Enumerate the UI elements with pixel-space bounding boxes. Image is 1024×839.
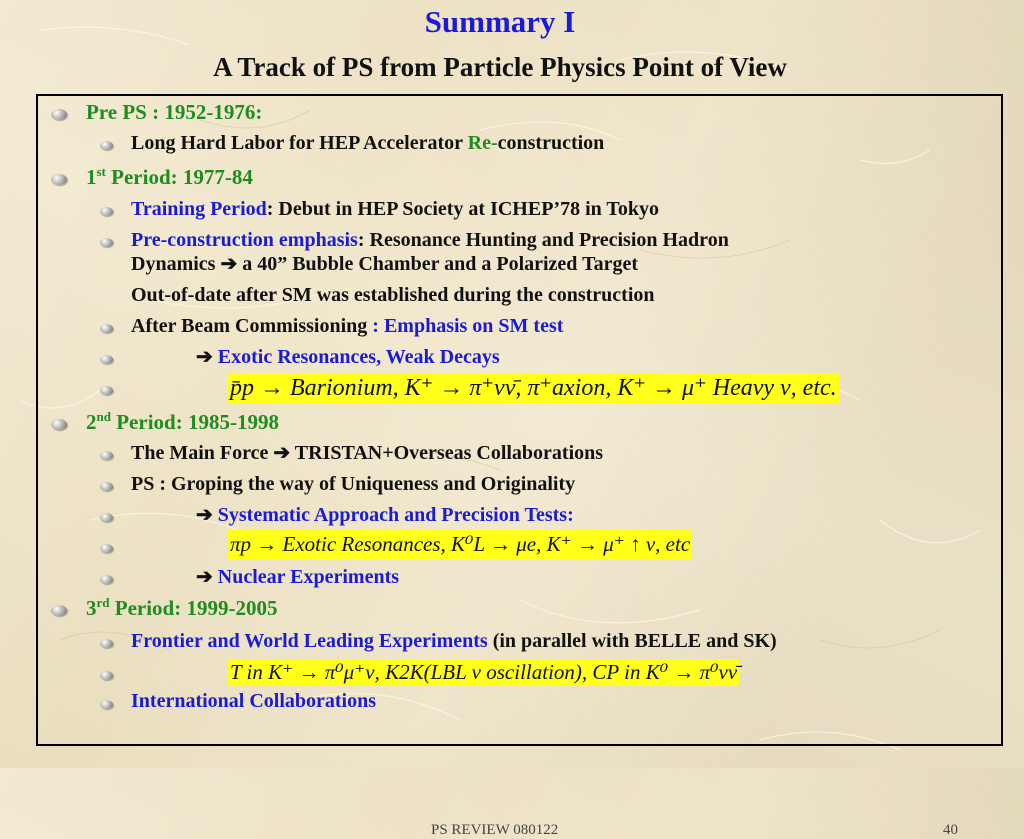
pre-ps-text: Long Hard Labor for HEP Accelerator <box>131 132 468 154</box>
level2-bullet-icon <box>100 238 113 247</box>
period-1-suffix: st <box>96 164 106 179</box>
level2-bullet-icon <box>100 324 113 333</box>
level2-bullet-icon <box>100 639 113 648</box>
exotic-resonances-item <box>196 345 500 369</box>
period-1-years: Period: 1977-84 <box>105 165 253 189</box>
construction-text: construction <box>497 132 605 154</box>
page-number: 40 <box>943 822 958 838</box>
level1-bullet-icon <box>51 605 67 616</box>
frontier-label: Frontier and World Leading Experiments <box>131 630 488 652</box>
period-3-heading <box>86 596 277 620</box>
training-period-text: : Debut in HEP Society at ICHEP’78 in Tokyo <box>266 198 660 220</box>
level2-bullet-icon <box>100 544 113 553</box>
bubble-chamber-text: a 40” Bubble Chamber and a Polarized Target <box>237 253 638 275</box>
right-arrow-icon: ➔ <box>273 442 291 464</box>
period-2-heading <box>86 410 279 434</box>
right-arrow-icon: ➔ <box>196 346 213 368</box>
pre-ps-item <box>131 131 604 155</box>
level2-bullet-icon <box>100 513 113 522</box>
level2-bullet-icon <box>100 671 113 680</box>
parallel-belle-text: (in parallel with BELLE and SK) <box>487 630 777 652</box>
level1-bullet-icon <box>51 109 67 120</box>
slide-title: Summary I <box>424 4 576 39</box>
training-period-item <box>131 197 659 221</box>
level1-bullet-icon <box>51 419 67 430</box>
content-box <box>36 94 1003 838</box>
footer-text: PS REVIEW 080122 <box>431 822 559 838</box>
level2-bullet-icon <box>100 355 113 364</box>
groping-item: PS : Groping the way of Uniqueness and Originality <box>131 473 576 495</box>
nuclear-experiments-item <box>196 565 399 589</box>
re-prefix: Re- <box>467 132 498 154</box>
nuclear-experiments-text: Nuclear Experiments <box>212 566 400 588</box>
after-beam-text: After Beam Commissioning <box>131 315 373 337</box>
level2-bullet-icon <box>100 700 113 709</box>
slide-subtitle: A Track of PS from Particle Physics Point of View <box>213 52 787 82</box>
out-of-date-line: Out-of-date after SM was established during the construction <box>131 284 655 306</box>
dynamics-text: Dynamics <box>131 253 221 275</box>
formula-exotic-resonances: πp → Exotic Resonances, K⁰L → μe, K⁺ → μ⁺ ↑ ν, etc <box>228 530 692 559</box>
dynamics-line <box>131 252 638 276</box>
training-period-label: Training Period <box>131 198 267 220</box>
pre-construction-label: Pre-construction emphasis <box>131 229 358 251</box>
main-force-item <box>131 441 603 465</box>
period-2-years: Period: 1985-1998 <box>110 410 279 434</box>
level2-bullet-icon <box>100 482 113 491</box>
period-2-number: 2 <box>86 410 97 434</box>
level2-bullet-icon <box>100 141 113 150</box>
period-3-number: 3 <box>86 596 97 620</box>
level1-bullet-icon <box>51 174 67 185</box>
sm-test-emphasis: : Emphasis on SM test <box>372 315 564 337</box>
international-collaborations-item: International Collaborations <box>131 690 377 712</box>
pre-construction-item <box>131 228 729 252</box>
period-1-heading <box>86 165 253 189</box>
right-arrow-icon: ➔ <box>220 253 238 275</box>
period-3-years: Period: 1999-2005 <box>109 596 278 620</box>
exotic-resonances-text: Exotic Resonances, Weak Decays <box>212 346 500 368</box>
right-arrow-icon: ➔ <box>196 504 213 526</box>
pre-construction-text: : Resonance Hunting and Precision Hadron <box>357 229 729 251</box>
level2-bullet-icon <box>100 207 113 216</box>
formula-barionium: p̄p → Barionium, K⁺ → π⁺νν̄, π⁺axion, K⁺ → μ⁺ Heavy ν, etc. <box>230 375 837 401</box>
formula-t-violation: T in K⁺ → π⁰μ⁺ν, K2K(LBL ν oscillation), CP in K⁰ → π⁰νν̄ <box>230 660 738 684</box>
period-3-suffix: rd <box>96 595 110 610</box>
systematic-approach-item <box>196 503 574 527</box>
period-1-number: 1 <box>86 165 97 189</box>
frontier-item <box>131 629 777 653</box>
right-arrow-icon: ➔ <box>196 566 213 588</box>
pre-ps-heading: Pre PS : 1952-1976: <box>86 100 263 124</box>
after-beam-item <box>131 314 563 338</box>
level2-bullet-icon <box>100 451 113 460</box>
main-force-text: The Main Force <box>131 442 274 464</box>
level2-bullet-icon <box>100 575 113 584</box>
tristan-text: TRISTAN+Overseas Collaborations <box>290 442 604 464</box>
period-2-suffix: nd <box>96 409 111 424</box>
level2-bullet-icon <box>100 386 113 395</box>
systematic-approach-text: Systematic Approach and Precision Tests: <box>212 504 574 526</box>
